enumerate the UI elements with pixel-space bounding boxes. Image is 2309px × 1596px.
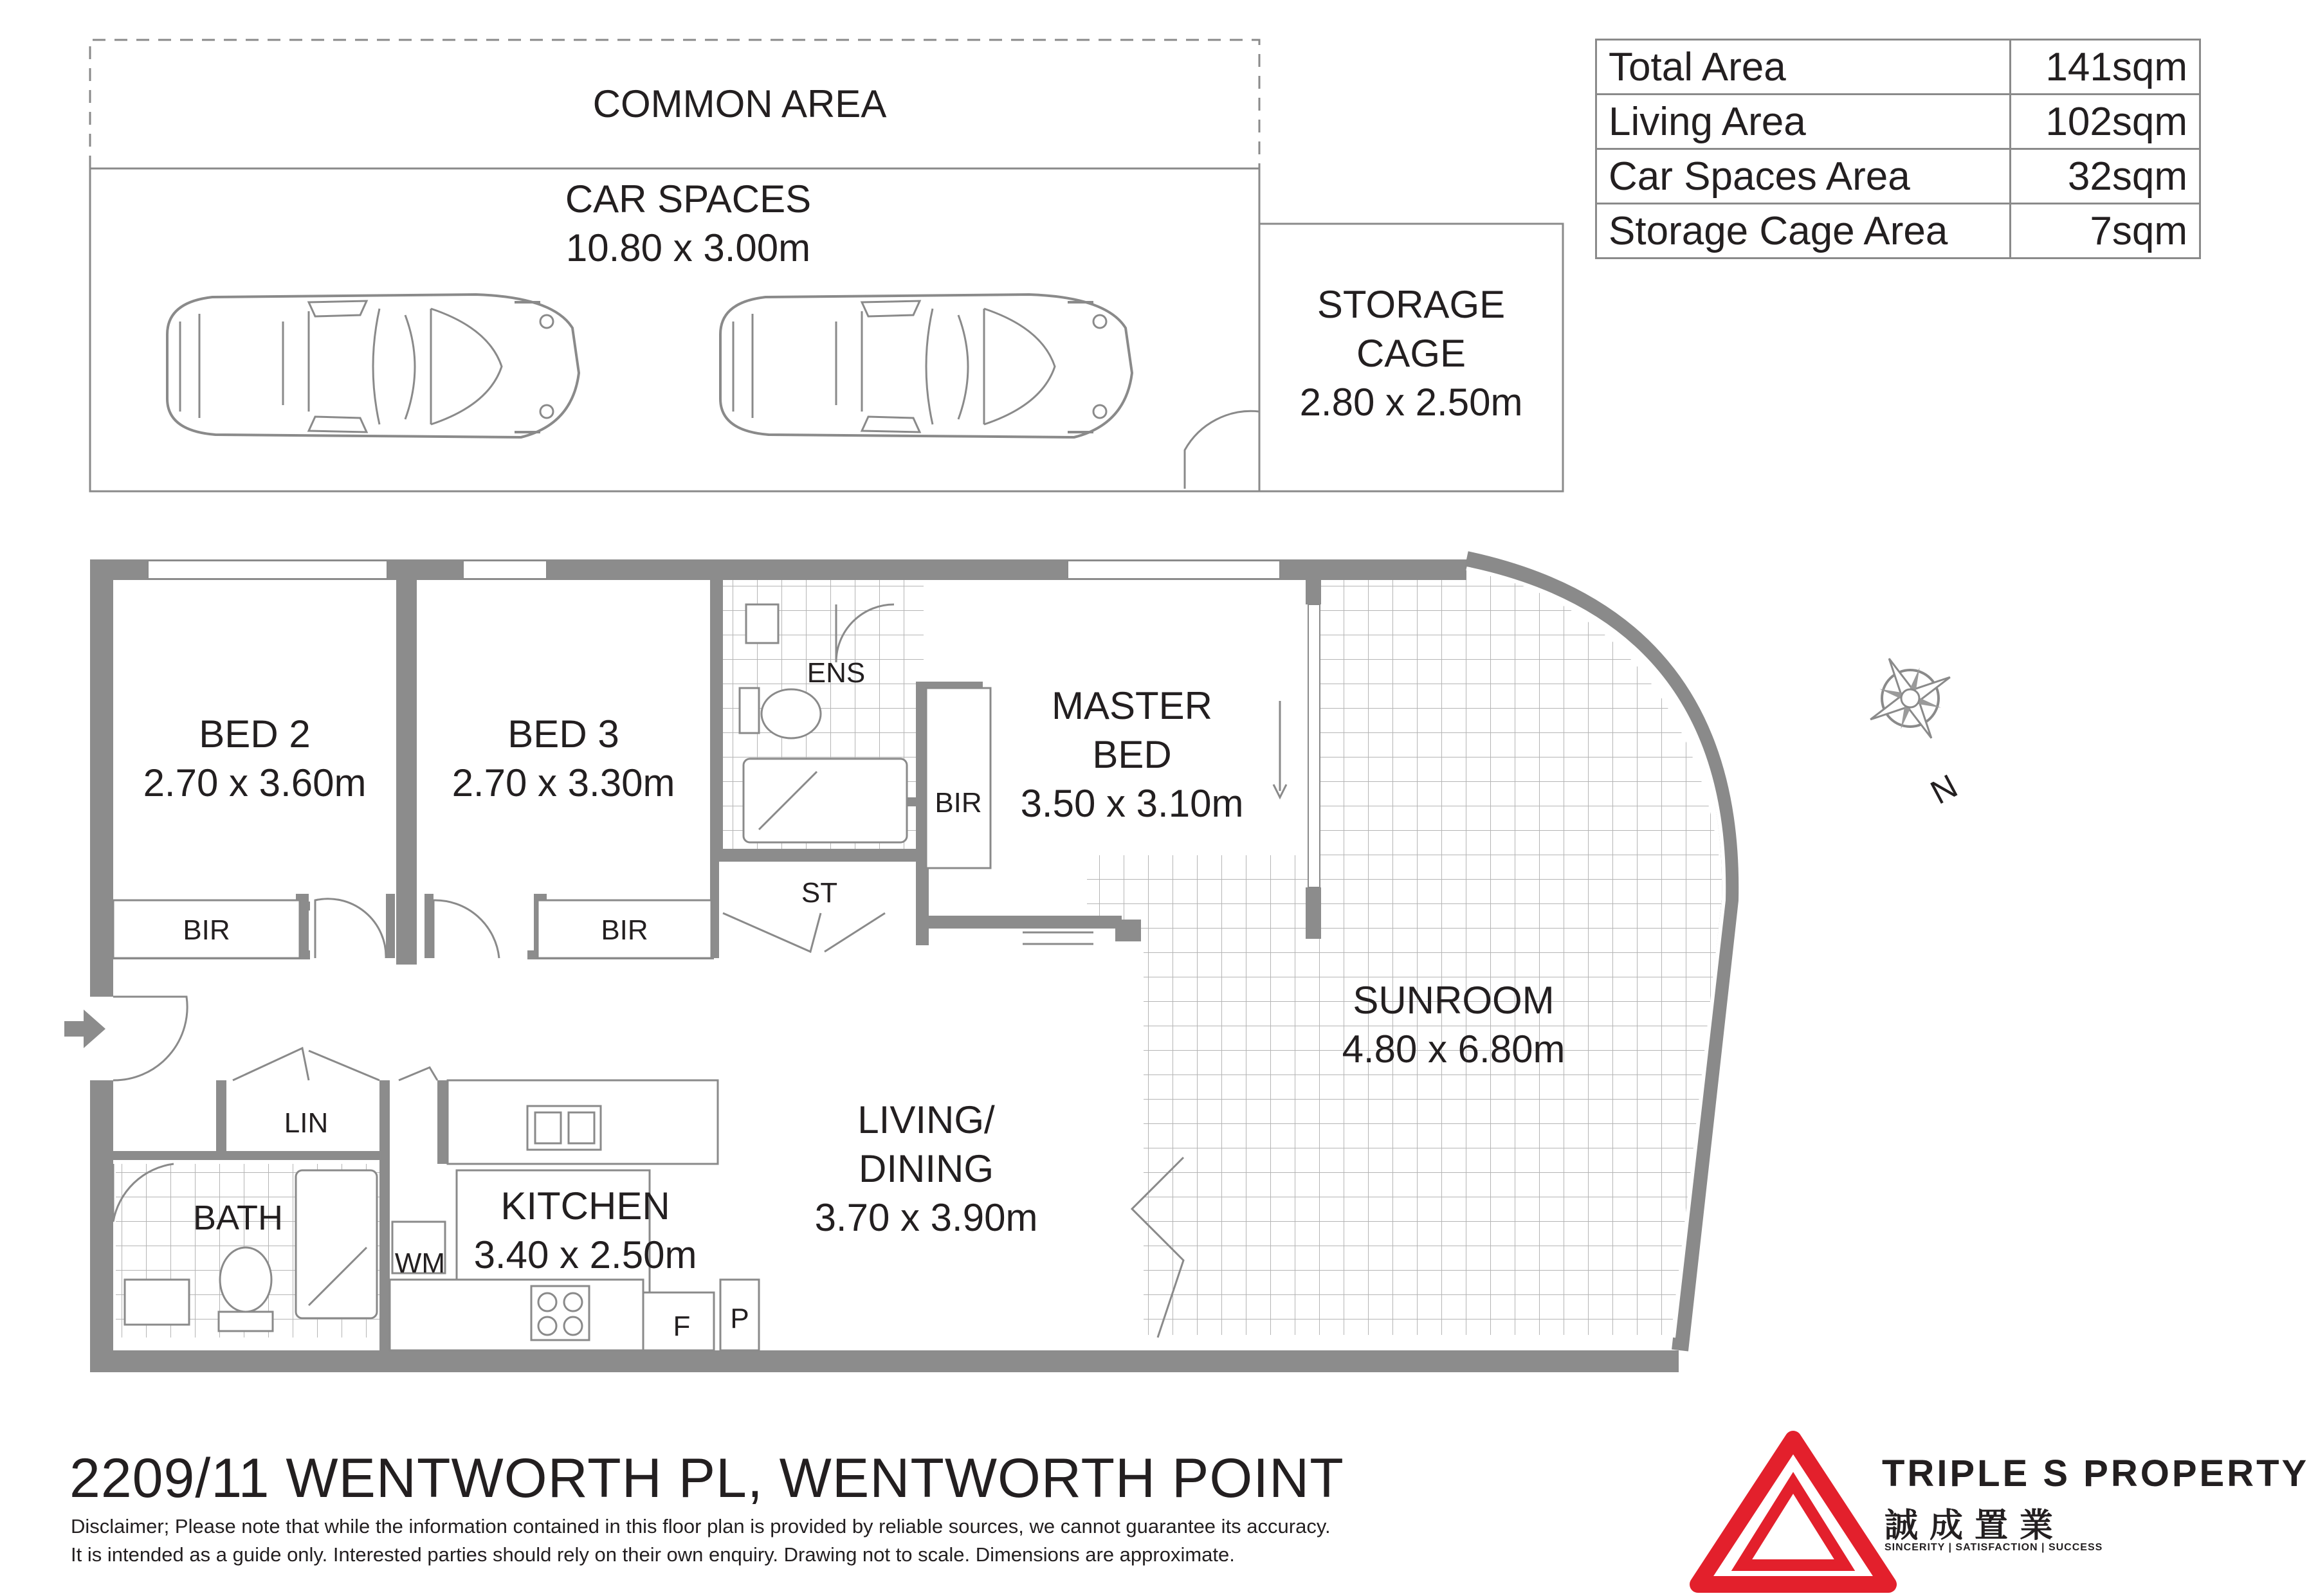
storage-label: STORAGE xyxy=(1317,283,1506,326)
compass-icon xyxy=(1849,637,1971,759)
bir-label: BIR xyxy=(601,914,648,946)
car-spaces-dimensions: 10.80 x 3.00m xyxy=(565,226,811,269)
bir-label: BIR xyxy=(935,787,982,819)
area-value: 32sqm xyxy=(2010,149,2200,204)
property-address: 2209/11 WENTWORTH PL, WENTWORTH POINT xyxy=(69,1447,1344,1509)
pantry-label: P xyxy=(730,1303,749,1334)
brand-tagline: SINCERITY | SATISFACTION | SUCCESS xyxy=(1885,1542,2103,1553)
sunroom-label: SUNROOM xyxy=(1353,979,1555,1022)
car-icon xyxy=(720,295,1132,437)
area-value: 102sqm xyxy=(2010,95,2200,149)
master-bed-dimensions: 3.50 x 3.10m xyxy=(1020,782,1244,825)
area-label: Total Area xyxy=(1596,40,2011,95)
table-row xyxy=(1596,149,2200,204)
lin-label: LIN xyxy=(284,1107,329,1139)
master-bed-label: BED xyxy=(1092,733,1172,776)
bed3-dimensions: 2.70 x 3.30m xyxy=(452,761,675,804)
bath-label: BATH xyxy=(192,1199,283,1237)
triple-s-logo-icon xyxy=(1698,1439,1888,1584)
table-row xyxy=(1596,95,2200,149)
common-area-label: COMMON AREA xyxy=(592,82,887,125)
wm-label: WM xyxy=(394,1247,446,1279)
bed2-label: BED 2 xyxy=(199,712,311,756)
st-label: ST xyxy=(801,877,838,909)
table-row xyxy=(1596,204,2200,258)
north-label: N xyxy=(1924,767,1964,812)
entry-arrow-icon xyxy=(64,1010,105,1048)
area-summary-table xyxy=(1595,39,2201,259)
area-label: Car Spaces Area xyxy=(1596,149,2011,204)
disclaimer-text: It is intended as a guide only. Interested parties should rely on their own enquiry. Drawing not to scale. Dimensions are approximate. xyxy=(71,1543,1235,1566)
area-label: Storage Cage Area xyxy=(1596,204,2011,258)
living-dining-label: LIVING/ xyxy=(857,1098,995,1141)
car-icon xyxy=(167,295,579,437)
living-dining-label: DINING xyxy=(859,1147,994,1190)
car-spaces-label: CAR SPACES xyxy=(565,177,812,221)
kitchen-dimensions: 3.40 x 2.50m xyxy=(473,1233,697,1276)
brand-chinese-name: 誠成置業 xyxy=(1885,1507,2065,1545)
storage-label: CAGE xyxy=(1356,332,1466,375)
area-value: 7sqm xyxy=(2010,204,2200,258)
area-label: Living Area xyxy=(1596,95,2011,149)
ens-label: ENS xyxy=(807,657,866,689)
brand-name: TRIPLE S PROPERTY xyxy=(1882,1453,2309,1494)
master-bed-label: MASTER xyxy=(1051,684,1213,727)
living-dining-dimensions: 3.70 x 3.90m xyxy=(814,1196,1038,1239)
area-value: 141sqm xyxy=(2010,40,2200,95)
fridge-label: F xyxy=(673,1310,691,1342)
disclaimer-text: Disclaimer; Please note that while the information contained in this floor plan is provided by reliable sources, we cannot guarantee its accuracy. xyxy=(71,1515,1331,1537)
bed3-label: BED 3 xyxy=(507,712,619,756)
bir-label: BIR xyxy=(183,914,230,946)
bed2-dimensions: 2.70 x 3.60m xyxy=(143,761,367,804)
sunroom-dimensions: 4.80 x 6.80m xyxy=(1342,1028,1565,1071)
kitchen-label: KITCHEN xyxy=(500,1184,670,1228)
table-row xyxy=(1596,40,2200,95)
storage-dimensions: 2.80 x 2.50m xyxy=(1299,381,1523,424)
